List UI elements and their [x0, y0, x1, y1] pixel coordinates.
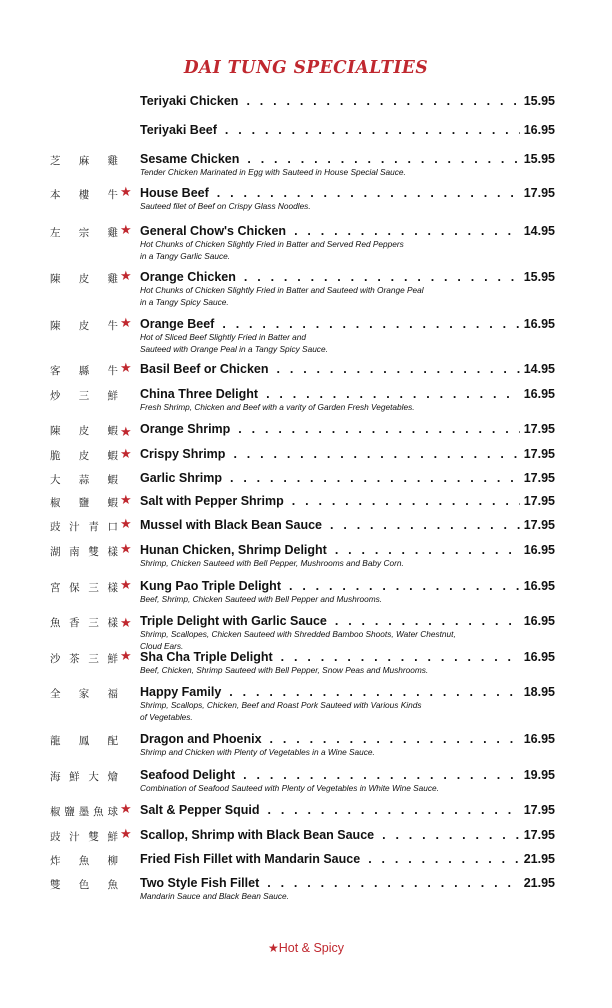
item-name: Sesame Chicken: [140, 152, 240, 166]
item-description: [140, 285, 470, 308]
item-description: [140, 700, 470, 723]
chinese-name: [50, 225, 118, 240]
item-name: Salt with Pepper Shrimp: [140, 494, 284, 508]
chinese-character: 皮: [78, 273, 90, 285]
item-price: 16.95: [523, 614, 555, 628]
item-price: 17.95: [523, 803, 555, 817]
item-description-line: Shrimp and Chicken with Plenty of Vegetables in a Wine Sauce.: [140, 747, 375, 757]
item-name: House Beef: [140, 186, 209, 200]
item-description-line: Shrimp, Scallops, Chicken, Beef and Roast Pork Sauteed with Various Kinds: [140, 700, 422, 710]
item-description: [140, 629, 470, 652]
item-price: 14.95: [523, 362, 555, 376]
hot-spicy-star-icon: ★: [120, 447, 132, 462]
item-name: Triple Delight with Garlic Sauce: [140, 614, 327, 628]
dot-leader: [222, 317, 519, 331]
chinese-character: 客: [50, 365, 61, 377]
hot-spicy-star-icon: ★: [120, 616, 132, 631]
chinese-character: 炸: [50, 855, 61, 867]
item-name-line: [140, 447, 555, 463]
item-name: Happy Family: [140, 685, 222, 699]
item-name: Teriyaki Chicken: [140, 94, 239, 108]
item-description-line: Shrimp, Chicken Sauteed with Bell Pepper, Mushrooms and Baby Corn.: [140, 558, 404, 568]
item-description: [140, 891, 470, 903]
chinese-character: 香: [69, 617, 80, 629]
item-description-line: Sauteed filet of Beef on Crispy Glass Noodles.: [140, 201, 311, 211]
chinese-character: 陳: [50, 273, 61, 285]
chinese-character: 牛: [107, 365, 118, 377]
chinese-character: 汁: [69, 521, 80, 533]
chinese-character: 配: [107, 735, 118, 747]
hot-spicy-star-icon: ★: [120, 542, 132, 557]
item-price: 19.95: [523, 768, 555, 782]
item-description-line: Sauteed with Orange Peal in a Tangy Spicy Sauce.: [140, 343, 328, 354]
item-name: Orange Chicken: [140, 270, 236, 284]
item-description: [140, 332, 470, 355]
chinese-character: 全: [50, 688, 61, 700]
hot-spicy-star-icon: ★: [120, 493, 132, 508]
chinese-character: 三: [88, 582, 99, 594]
chinese-character: 左: [50, 227, 61, 239]
chinese-character: 三: [88, 653, 99, 665]
dot-leader: [289, 579, 520, 593]
item-price: 17.95: [523, 471, 555, 485]
chinese-character: 三: [88, 617, 99, 629]
dot-leader: [217, 186, 520, 200]
chinese-name: [50, 448, 118, 463]
chinese-character: 蝦: [107, 474, 118, 486]
item-name-line: [140, 543, 555, 559]
item-price: 17.95: [523, 828, 555, 842]
item-price: 17.95: [523, 422, 555, 436]
chinese-character: 陳: [50, 425, 61, 437]
chinese-character: 龍: [50, 735, 61, 747]
dot-leader: [270, 732, 520, 746]
item-name: Fried Fish Fillet with Mandarin Sauce: [140, 852, 361, 866]
item-price: 17.95: [523, 518, 555, 532]
chinese-character: 魚: [78, 855, 90, 867]
chinese-character: 茶: [69, 653, 80, 665]
item-price: 21.95: [523, 876, 555, 890]
item-name-line: [140, 876, 555, 892]
chinese-character: 鮮: [69, 771, 80, 783]
chinese-character: 鳳: [78, 735, 90, 747]
item-price: 16.95: [523, 387, 555, 401]
dot-leader: [382, 828, 520, 842]
chinese-character: 皮: [78, 425, 90, 437]
chinese-character: 魚: [93, 806, 104, 818]
item-description-line: Beef, Shrimp, Chicken Sauteed with Bell Pepper and Mushrooms.: [140, 594, 383, 604]
chinese-name: [50, 363, 118, 378]
item-name: Seafood Delight: [140, 768, 236, 782]
chinese-name: [50, 769, 118, 784]
chinese-character: 蝦: [107, 425, 118, 437]
chinese-character: 樣: [107, 546, 118, 558]
item-price: 21.95: [523, 852, 555, 866]
chinese-character: 豉: [50, 831, 61, 843]
item-name: Orange Beef: [140, 317, 215, 331]
hot-spicy-star-icon: ★: [120, 269, 132, 284]
dot-leader: [225, 123, 520, 137]
item-price: 15.95: [523, 152, 555, 166]
item-description-line: Combination of Seafood Sauteed with Plenty of Vegetables in White Wine Sauce.: [140, 783, 439, 793]
chinese-character: 雙: [50, 879, 61, 891]
hot-spicy-star-icon: ★: [120, 185, 132, 200]
chinese-character: 脆: [50, 450, 61, 462]
item-name-line: [140, 828, 555, 844]
dot-leader: [246, 94, 519, 108]
item-name: Teriyaki Beef: [140, 123, 217, 137]
item-description: [140, 747, 470, 759]
chinese-character: 麻: [78, 155, 90, 167]
item-description-line: Fresh Shrimp, Chicken and Beef with a varity of Garden Fresh Vegetables.: [140, 402, 415, 412]
item-name-line: [140, 123, 555, 139]
item-name-line: [140, 317, 555, 333]
dot-leader: [330, 518, 520, 532]
item-description-line: of Vegetables.: [140, 711, 193, 722]
chinese-character: 色: [78, 879, 90, 891]
chinese-name: [50, 495, 118, 510]
item-name-line: [140, 270, 555, 286]
chinese-character: 樓: [78, 189, 90, 201]
chinese-name: [50, 472, 118, 487]
item-name: Scallop, Shrimp with Black Bean Sauce: [140, 828, 375, 842]
chinese-character: 雞: [107, 273, 118, 285]
chinese-name: [50, 423, 118, 438]
item-description-line: in a Tangy Spicy Sauce.: [140, 296, 229, 307]
chinese-name: [50, 519, 118, 534]
chinese-character: 雙: [88, 546, 99, 558]
item-name: Orange Shrimp: [140, 422, 231, 436]
chinese-character: 蒜: [78, 474, 90, 486]
item-description-line: in a Tangy Garlic Sauce.: [140, 250, 231, 261]
item-name-line: [140, 94, 555, 110]
chinese-character: 宮: [50, 582, 61, 594]
dot-leader: [267, 876, 519, 890]
item-description-line: Hot Chunks of Chicken Slightly Fried in Batter and Served Red Peppers: [140, 239, 404, 249]
item-price: 18.95: [523, 685, 555, 699]
item-name: Hunan Chicken, Shrimp Delight: [140, 543, 327, 557]
item-price: 14.95: [523, 224, 555, 238]
item-name-line: [140, 422, 555, 438]
item-price: 15.95: [523, 94, 555, 108]
chinese-character: 青: [88, 521, 99, 533]
item-description: [140, 783, 470, 795]
hot-spicy-star-icon: ★: [120, 802, 132, 817]
chinese-name: [50, 544, 118, 559]
item-price: 16.95: [523, 543, 555, 557]
chinese-character: 家: [78, 688, 90, 700]
chinese-character: 福: [107, 688, 118, 700]
item-description-line: Hot of Sliced Beef Slightly Fried in Batter and: [140, 332, 307, 342]
chinese-character: 椒: [50, 806, 61, 818]
item-name-line: [140, 685, 555, 701]
chinese-character: 汁: [69, 831, 80, 843]
chinese-character: 鮮: [107, 653, 118, 665]
chinese-character: 燴: [107, 771, 118, 783]
chinese-character: 皮: [78, 320, 90, 332]
chinese-character: 雙: [88, 831, 99, 843]
item-price: 17.95: [523, 494, 555, 508]
item-name-line: [140, 579, 555, 595]
dot-leader: [277, 362, 520, 376]
hot-spicy-star-icon: ★: [120, 578, 132, 593]
dot-leader: [230, 471, 520, 485]
chinese-character: 椒: [50, 497, 61, 509]
item-description: [140, 167, 470, 179]
dot-leader: [335, 543, 520, 557]
item-name-line: [140, 152, 555, 168]
chinese-character: 大: [50, 474, 61, 486]
chinese-name: [50, 733, 118, 748]
item-name-line: [140, 650, 555, 666]
item-name: Dragon and Phoenix: [140, 732, 262, 746]
chinese-character: 鮮: [107, 390, 118, 402]
item-name: Basil Beef or Chicken: [140, 362, 269, 376]
dot-leader: [243, 768, 520, 782]
hot-spicy-star-icon: ★: [120, 827, 132, 842]
item-name: Salt & Pepper Squid: [140, 803, 260, 817]
item-name-line: [140, 387, 555, 403]
chinese-name: [50, 829, 118, 844]
chinese-name: [50, 271, 118, 286]
chinese-character: 魚: [50, 617, 61, 629]
chinese-character: 牛: [107, 320, 118, 332]
chinese-character: 湖: [50, 546, 61, 558]
item-price: 16.95: [523, 123, 555, 137]
chinese-character: 口: [107, 521, 118, 533]
item-name: Crispy Shrimp: [140, 447, 226, 461]
dot-leader: [281, 650, 520, 664]
chinese-character: 炒: [50, 390, 61, 402]
item-description-line: Mandarin Sauce and Black Bean Sauce.: [140, 891, 289, 901]
hot-spicy-star-icon: ★: [120, 316, 132, 331]
item-description: [140, 558, 470, 570]
chinese-name: [50, 388, 118, 403]
item-name-line: [140, 518, 555, 534]
item-name: Mussel with Black Bean Sauce: [140, 518, 323, 532]
chinese-name: [50, 686, 118, 701]
chinese-character: 鹽: [64, 806, 75, 818]
chinese-name: [50, 153, 118, 168]
dot-leader: [244, 270, 520, 284]
item-name-line: [140, 768, 555, 784]
dot-leader: [267, 803, 519, 817]
dot-leader: [335, 614, 520, 628]
chinese-character: 皮: [78, 450, 90, 462]
hot-spicy-star-icon: ★: [120, 425, 132, 440]
chinese-character: 雞: [107, 155, 118, 167]
item-name-line: [140, 471, 555, 487]
hot-spicy-star-icon: ★: [120, 649, 132, 664]
chinese-character: 鮮: [107, 831, 118, 843]
chinese-character: 海: [50, 771, 61, 783]
item-name: Garlic Shrimp: [140, 471, 222, 485]
item-name-line: [140, 732, 555, 748]
chinese-character: 豉: [50, 521, 61, 533]
hot-spicy-star-icon: ★: [120, 517, 132, 532]
item-price: 16.95: [523, 317, 555, 331]
item-name-line: [140, 614, 555, 630]
item-name-line: [140, 803, 555, 819]
chinese-character: 樣: [107, 617, 118, 629]
chinese-name: [50, 853, 118, 868]
dot-leader: [238, 422, 519, 436]
chinese-character: 宗: [78, 227, 90, 239]
dot-leader: [229, 685, 519, 699]
dot-leader: [247, 152, 519, 166]
chinese-character: 陳: [50, 320, 61, 332]
dot-leader: [266, 387, 520, 401]
dot-leader: [292, 494, 520, 508]
spicy-legend-label: Hot & Spicy: [278, 941, 345, 955]
chinese-character: 墨: [78, 806, 90, 818]
chinese-name: [50, 318, 118, 333]
hot-spicy-star-icon: ★: [120, 361, 132, 376]
item-name: General Chow's Chicken: [140, 224, 287, 238]
item-description: [140, 594, 470, 606]
chinese-name: [50, 580, 118, 595]
chinese-character: 雞: [107, 227, 118, 239]
chinese-character: 保: [69, 582, 80, 594]
item-name-line: [140, 852, 555, 868]
item-price: 17.95: [523, 186, 555, 200]
item-name-line: [140, 494, 555, 510]
chinese-character: 柳: [107, 855, 118, 867]
chinese-name: [50, 804, 118, 819]
item-description: [140, 239, 470, 262]
item-name: Kung Pao Triple Delight: [140, 579, 281, 593]
item-name-line: [140, 224, 555, 240]
chinese-character: 芝: [50, 155, 61, 167]
item-price: 16.95: [523, 732, 555, 746]
chinese-character: 本: [50, 189, 61, 201]
item-description-line: Tender Chicken Marinated in Egg with Sauteed in House Special Sauce.: [140, 167, 406, 177]
chinese-character: 球: [107, 806, 118, 818]
item-price: 16.95: [523, 579, 555, 593]
chinese-name: [50, 187, 118, 202]
hot-spicy-star-icon: ★: [120, 223, 132, 238]
dot-leader: [233, 447, 519, 461]
chinese-character: 蝦: [107, 497, 118, 509]
item-description-line: Beef, Chicken, Shrimp Sauteed with Bell Pepper, Snow Peas and Mushrooms.: [140, 665, 429, 675]
item-description-line: Hot Chunks of Chicken Slightly Fried in Batter and Sauteed with Orange Peal: [140, 285, 424, 295]
chinese-character: 蝦: [107, 450, 118, 462]
chinese-name: [50, 877, 118, 892]
chinese-name: [50, 615, 118, 630]
chinese-character: 南: [69, 546, 80, 558]
chinese-character: 縣: [78, 365, 90, 377]
spicy-star-icon: ★: [267, 941, 279, 955]
item-description: [140, 665, 470, 677]
chinese-character: 牛: [107, 189, 118, 201]
chinese-character: 三: [78, 390, 90, 402]
item-name: Two Style Fish Fillet: [140, 876, 260, 890]
chinese-character: 魚: [107, 879, 118, 891]
item-name: China Three Delight: [140, 387, 259, 401]
item-description-line: Shrimp, Scallopes, Chicken Sauteed with Shredded Bamboo Shoots, Water Chestnut, Cloud Ears.: [140, 629, 456, 651]
chinese-character: 鹽: [78, 497, 90, 509]
item-price: 15.95: [523, 270, 555, 284]
spicy-legend: [0, 941, 612, 955]
item-name: Sha Cha Triple Delight: [140, 650, 273, 664]
chinese-character: 大: [88, 771, 99, 783]
item-price: 17.95: [523, 447, 555, 461]
chinese-character: 沙: [50, 653, 61, 665]
dot-leader: [368, 852, 520, 866]
menu-title: DAI TUNG SPECIALTIES: [183, 57, 429, 79]
item-name-line: [140, 362, 555, 378]
dot-leader: [294, 224, 520, 238]
item-description: [140, 402, 470, 414]
item-description: [140, 201, 470, 213]
chinese-name: [50, 651, 118, 666]
chinese-character: 樣: [107, 582, 118, 594]
item-price: 16.95: [523, 650, 555, 664]
item-name-line: [140, 186, 555, 202]
